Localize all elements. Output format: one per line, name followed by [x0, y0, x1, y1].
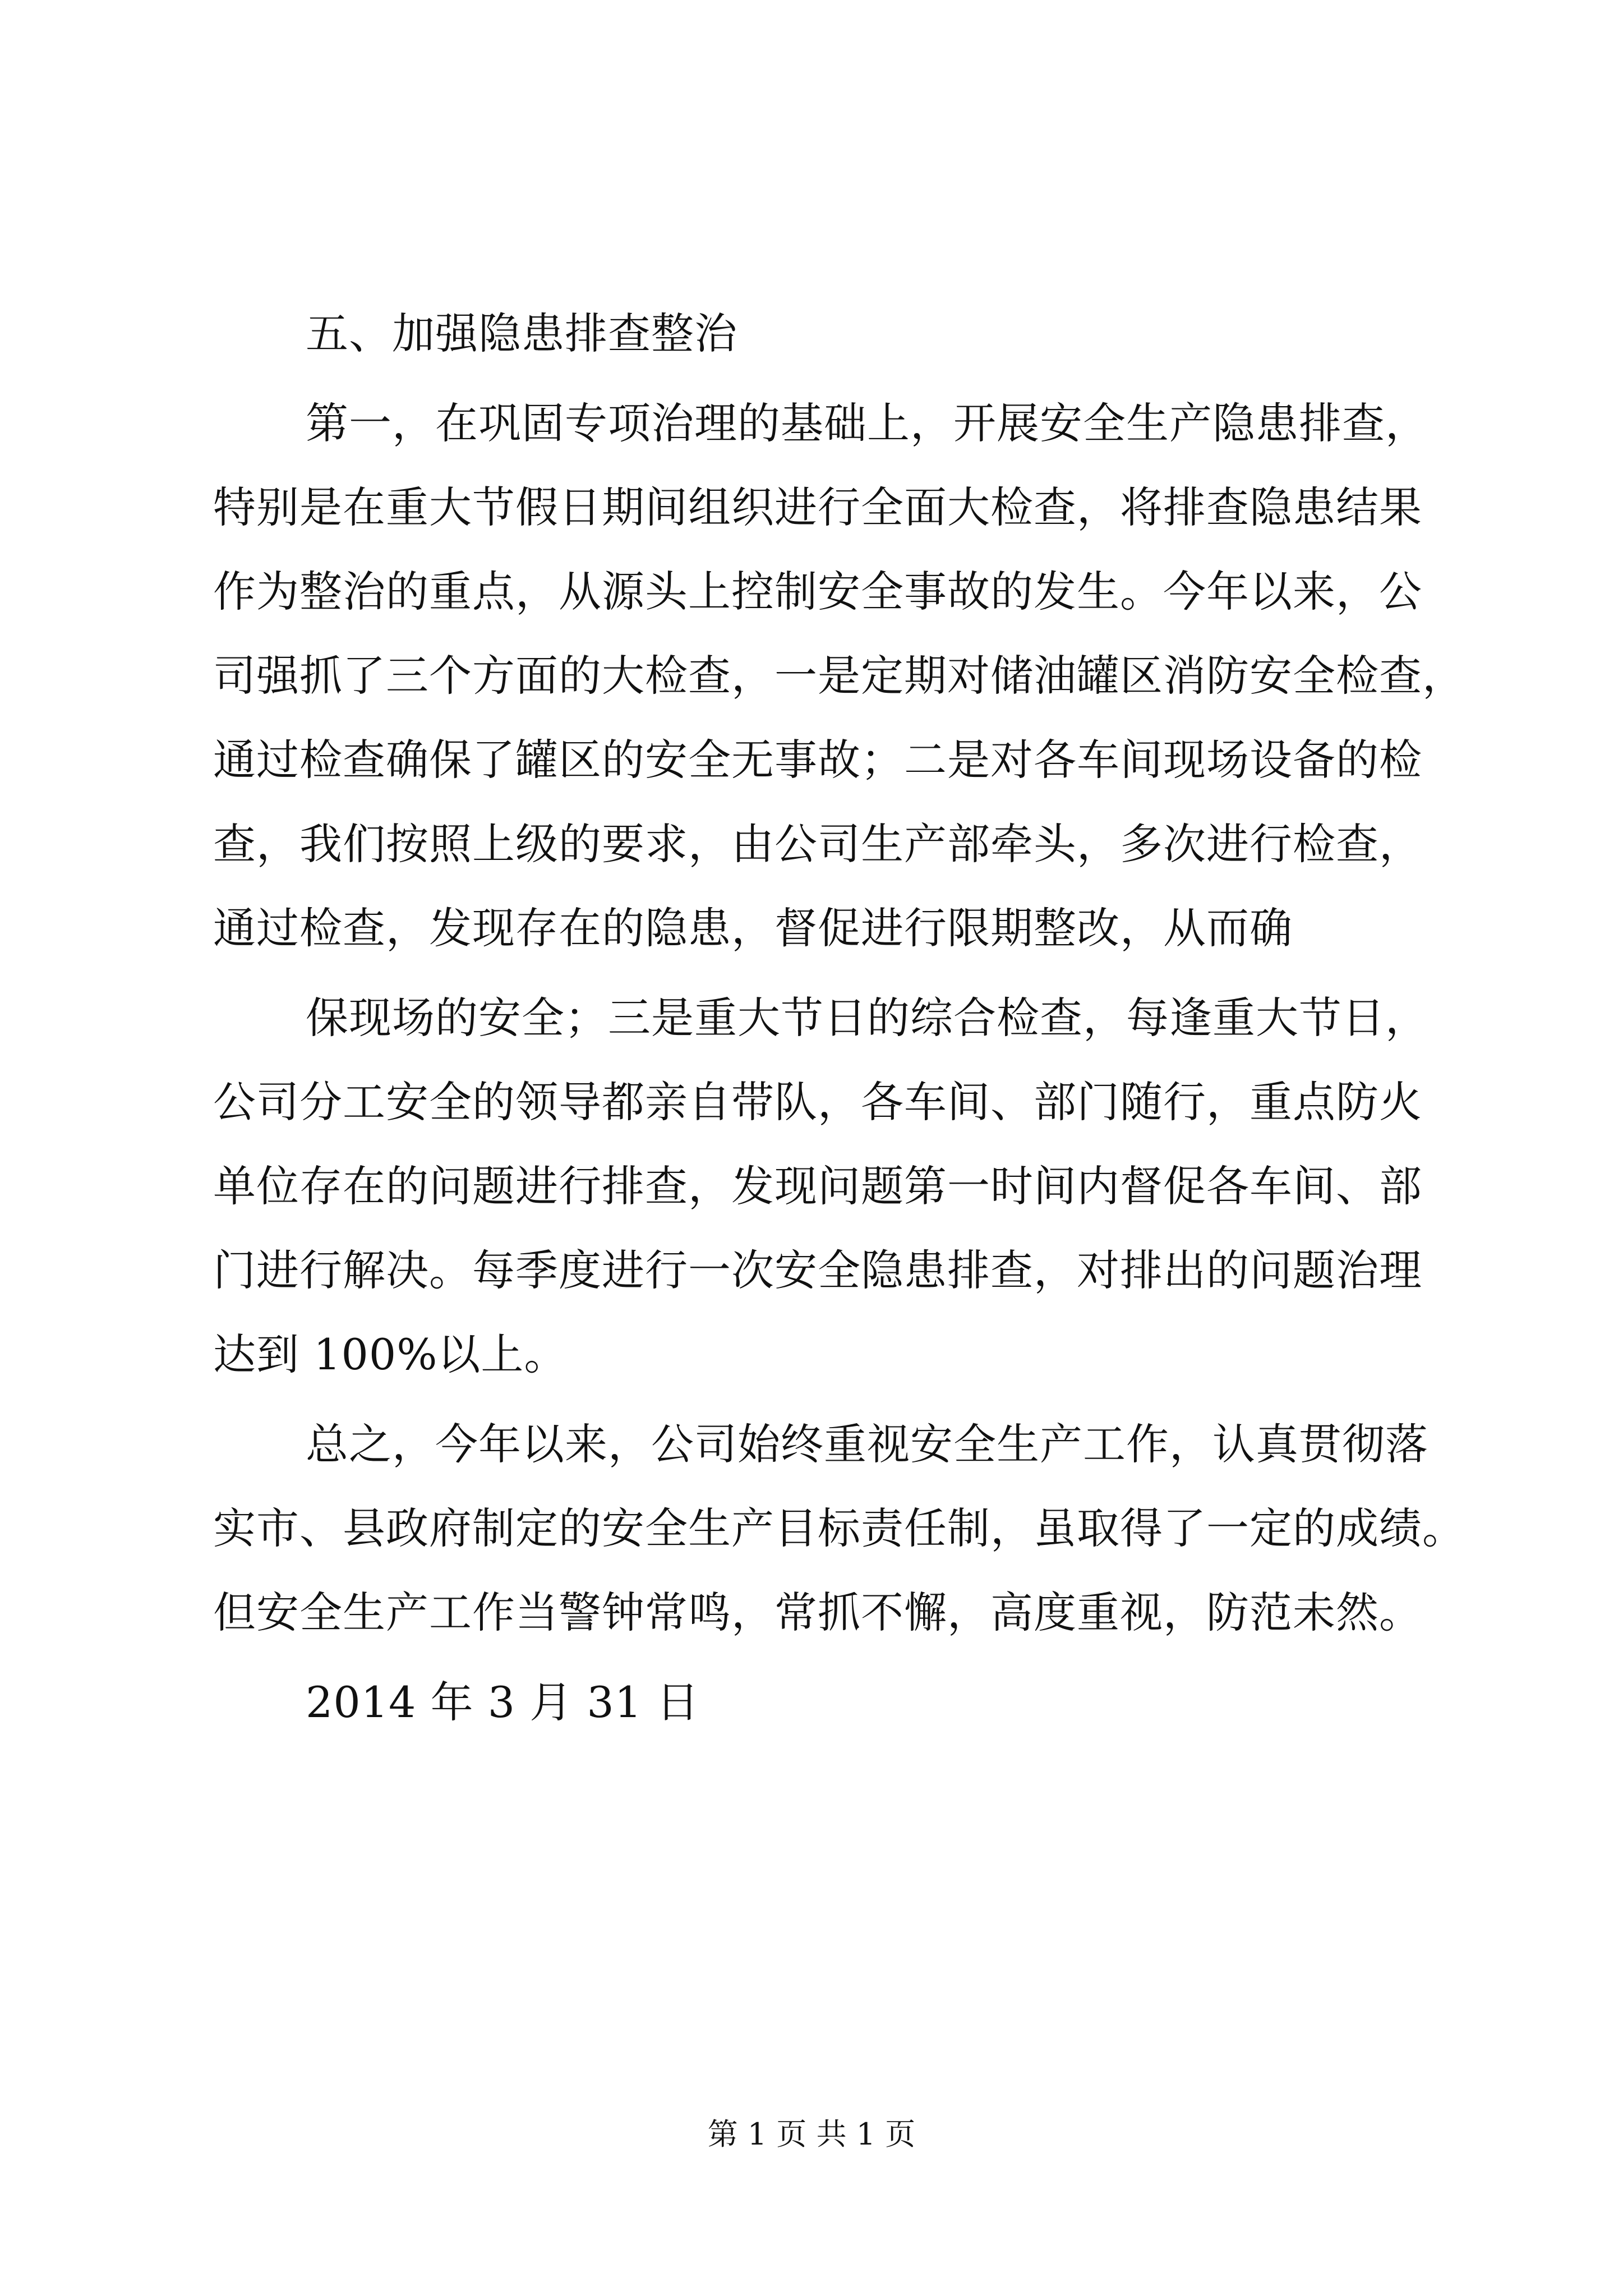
paragraph-1-line-4: 司强抓了三个方面的大检查，一是定期对储油罐区消防安全检查， [213, 651, 1465, 701]
paragraph-2-line-3: 单位存在的问题进行排查，发现问题第一时间内督促各车间、部 [213, 1161, 1422, 1211]
paragraph-2-line-4: 门进行解决。每季度进行一次安全隐患排查，对排出的问题治理 [213, 1245, 1422, 1295]
document-date: 2014 年 3 月 31 日 [306, 1677, 700, 1727]
page-footer: 第 1 页 共 1 页 [707, 2116, 916, 2152]
paragraph-2-line-1: 保现场的安全；三是重大节日的综合检查，每逢重大节日， [306, 993, 1428, 1043]
paragraph-3-line-2: 实市、县政府制定的安全生产目标责任制，虽取得了一定的成绩。 [213, 1503, 1465, 1553]
section-heading: 五、加强隐患排查整治 [306, 309, 737, 358]
paragraph-1-line-2: 特别是在重大节假日期间组织进行全面大检查，将排查隐患结果 [213, 482, 1422, 532]
paragraph-1-line-1: 第一，在巩固专项治理的基础上，开展安全生产隐患排查， [306, 398, 1428, 448]
paragraph-2-line-5: 达到 100%以上。 [213, 1329, 568, 1379]
paragraph-1-line-6: 查，我们按照上级的要求，由公司生产部牵头，多次进行检查， [213, 819, 1422, 869]
paragraph-3-line-1: 总之，今年以来，公司始终重视安全生产工作，认真贯彻落 [306, 1419, 1428, 1469]
paragraph-2-line-2: 公司分工安全的领导都亲自带队，各车间、部门随行，重点防火 [213, 1077, 1422, 1127]
paragraph-1-line-3: 作为整治的重点，从源头上控制安全事故的发生。今年以来，公 [213, 567, 1422, 616]
paragraph-3-line-3: 但安全生产工作当警钟常鸣，常抓不懈，高度重视，防范未然。 [213, 1588, 1422, 1637]
paragraph-1-line-7: 通过检查，发现存在的隐患，督促进行限期整改，从而确 [213, 903, 1293, 953]
paragraph-1-line-5: 通过检查确保了罐区的安全无事故；二是对各车间现场设备的检 [213, 735, 1422, 785]
